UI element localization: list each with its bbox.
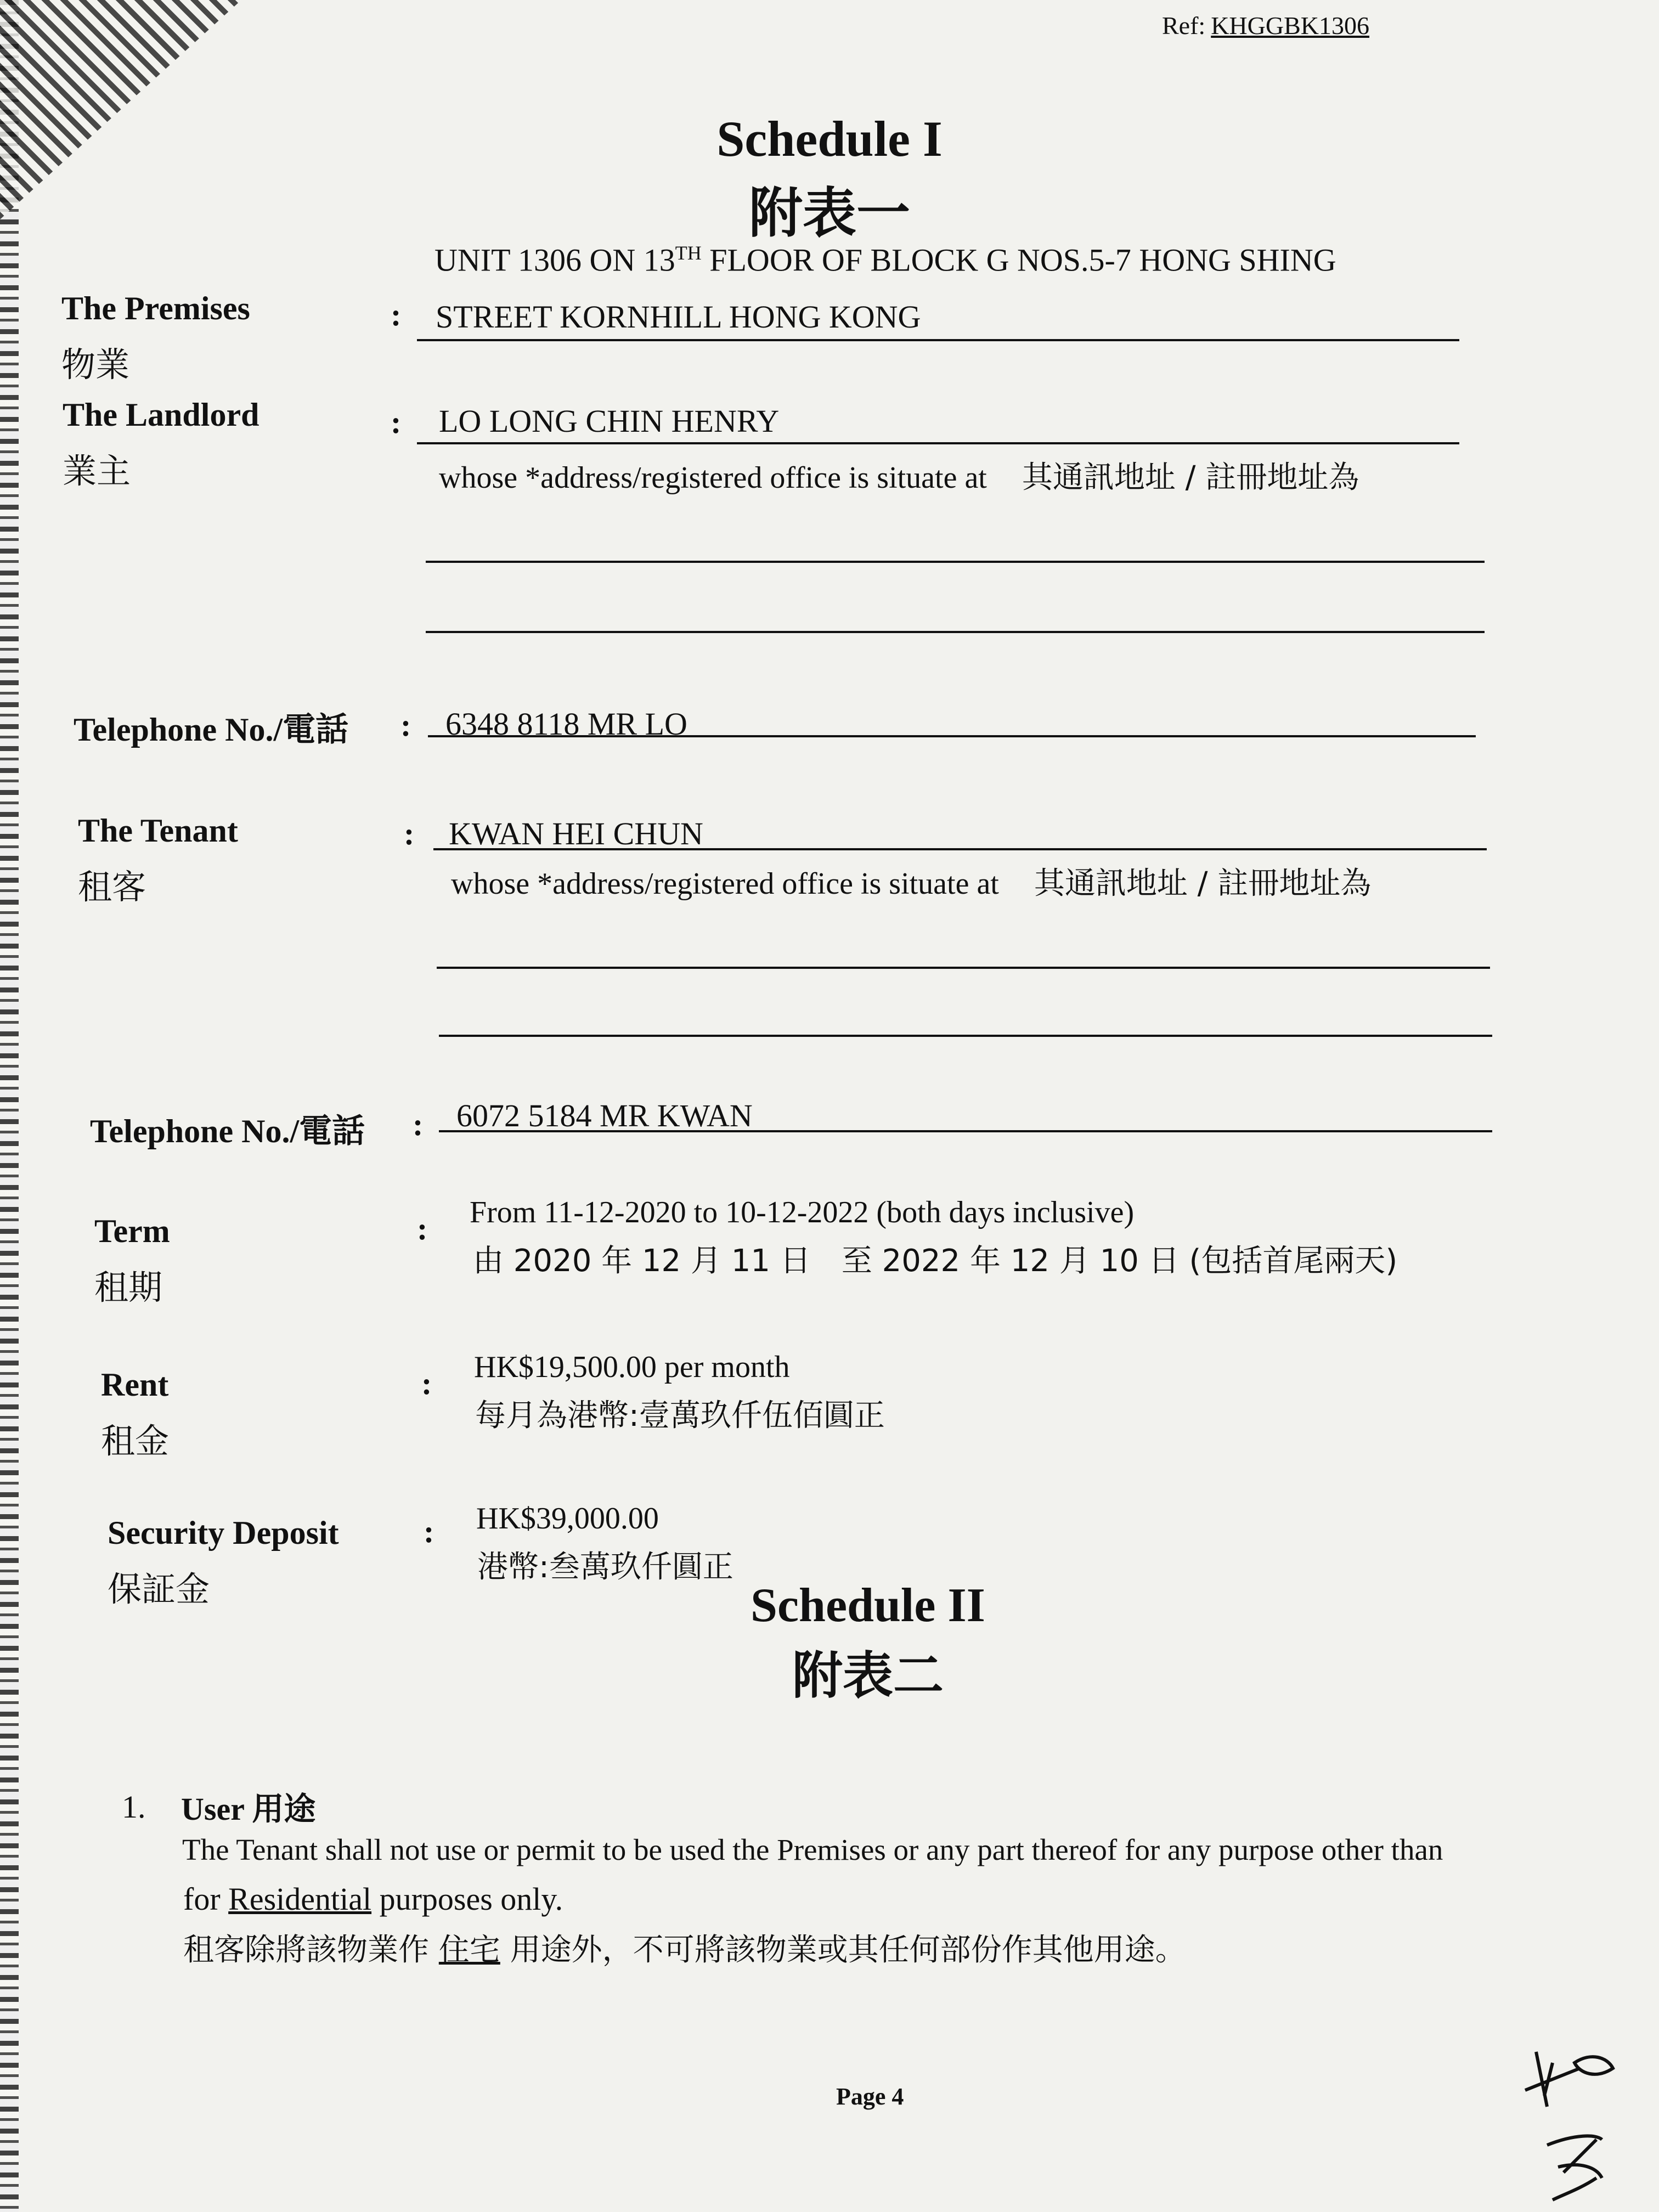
premises-underline [417, 339, 1459, 341]
clause-1-residential: Residential [228, 1881, 372, 1917]
tenant-address-caption [451, 859, 1371, 903]
signature-stroke-1 [1525, 2052, 1613, 2107]
schedule-2-title-en: Schedule II [751, 1579, 985, 1632]
landlord-label-zh: 業主 [63, 451, 131, 491]
clause-1-number: 1. [122, 1789, 146, 1825]
tenant-label [78, 812, 238, 909]
clause-1-zh-post: 用途外，不可將該物業或其任何部份作其他用途。 [500, 1932, 1186, 1968]
scan-edge [0, 0, 19, 2212]
landlord-telephone-label: Telephone No./電話 [74, 712, 349, 748]
signature-initials-mark [1514, 2030, 1646, 2205]
schedule-2-title [38, 1578, 1659, 1708]
rent-label [101, 1366, 169, 1463]
clause-1-text-line-2 [183, 1881, 563, 1917]
deposit-label-zh: 保証金 [108, 1569, 210, 1609]
premises-line-1: UNIT 1306 ON 13TH FLOOR OF BLOCK G NOS.5-7 HONG SHING [435, 242, 1336, 278]
rent-colon: : [421, 1365, 432, 1401]
signature-stroke-2 [1547, 2136, 1602, 2200]
premises-line-2: STREET KORNHILL HONG KONG [436, 299, 921, 335]
deposit-label-en: Security Deposit [108, 1515, 339, 1551]
reference-number [1162, 11, 1369, 40]
premises-label-zh: 物業 [61, 345, 130, 385]
clause-1-text-line-1: The Tenant shall not use or permit to be used the Premises or any part thereof for any purpose other than [182, 1833, 1443, 1866]
tenant-address-zh: 其通訊地址 / 註冊地址為 [1034, 866, 1372, 901]
deposit-line-en: HK$39,000.00 [476, 1502, 659, 1536]
tenant-label-en: The Tenant [78, 812, 238, 849]
clause-1-zh-residential: 住宅 [438, 1932, 500, 1968]
rent-line-zh: 每月為港幣:壹萬玖仟伍佰圓正 [475, 1398, 885, 1434]
tenant-colon: : [404, 816, 415, 851]
clause-1-line-2-post: purposes only. [371, 1881, 563, 1917]
landlord-name-underline [417, 442, 1459, 444]
term-colon: : [417, 1211, 428, 1246]
landlord-telephone-colon: : [400, 707, 411, 743]
tenant-address-line-1 [437, 967, 1490, 969]
tenant-telephone-colon: : [413, 1107, 424, 1142]
landlord-address-line-2 [426, 631, 1485, 633]
rent-line-en: HK$19,500.00 per month [474, 1350, 790, 1384]
tenant-address-line-2 [439, 1035, 1492, 1037]
tenant-telephone-value: 6072 5184 MR KWAN [456, 1098, 753, 1133]
tenant-name-underline [433, 848, 1487, 850]
deposit-line-zh: 港幣:叁萬玖仟圓正 [477, 1549, 733, 1585]
clause-1-line-2-pre: for [183, 1881, 229, 1917]
deposit-colon: : [424, 1514, 435, 1549]
landlord-label [63, 396, 259, 493]
premises-colon: : [391, 297, 402, 332]
schedule-1-title-zh: 附表一 [748, 182, 910, 245]
ref-label: Ref: [1162, 12, 1206, 40]
tenant-address-en: whose *address/registered office is situate at [451, 867, 999, 901]
landlord-colon: : [391, 404, 402, 440]
ref-value: KHGGBK1306 [1211, 12, 1369, 40]
premises-label [61, 290, 250, 386]
landlord-telephone-underline [428, 735, 1476, 737]
landlord-name: LO LONG CHIN HENRY [439, 403, 780, 439]
schedule-1-title-en: Schedule I [716, 111, 943, 167]
term-label-en: Term [94, 1213, 170, 1249]
schedule-2-title-zh: 附表二 [792, 1646, 944, 1705]
clause-1-zh-pre: 租客除將該物業作 [183, 1932, 439, 1968]
landlord-telephone-value: 6348 8118 MR LO [445, 706, 687, 742]
landlord-address-line-1 [426, 561, 1485, 563]
page-number: Page 4 [836, 2083, 904, 2110]
term-line-zh: 由 2020 年 12 月 11 日 至 2022 年 12 月 10 日 (包括首尾兩天) [473, 1243, 1398, 1279]
term-label-zh: 租期 [94, 1267, 163, 1307]
rent-label-zh: 租金 [101, 1421, 170, 1461]
clause-1-text-zh [183, 1926, 1186, 1970]
term-label [94, 1212, 170, 1309]
term-line-en: From 11-12-2020 to 10-12-2022 (both days inclusive) [470, 1195, 1135, 1229]
landlord-address-zh: 其通訊地址 / 註冊地址為 [1022, 460, 1359, 495]
tenant-label-zh: 租客 [78, 867, 146, 907]
premises-label-en: The Premises [61, 290, 250, 326]
landlord-label-en: The Landlord [63, 397, 259, 433]
tenant-telephone-underline [439, 1130, 1492, 1132]
clause-1-heading: User 用途 [181, 1791, 316, 1827]
schedule-1-title [0, 110, 1659, 247]
tenant-name: KWAN HEI CHUN [449, 816, 703, 851]
tenant-telephone-label: Telephone No./電話 [90, 1113, 365, 1149]
landlord-address-en: whose *address/registered office is situate at [439, 461, 987, 495]
rent-label-en: Rent [101, 1367, 169, 1403]
landlord-address-caption [439, 453, 1359, 497]
